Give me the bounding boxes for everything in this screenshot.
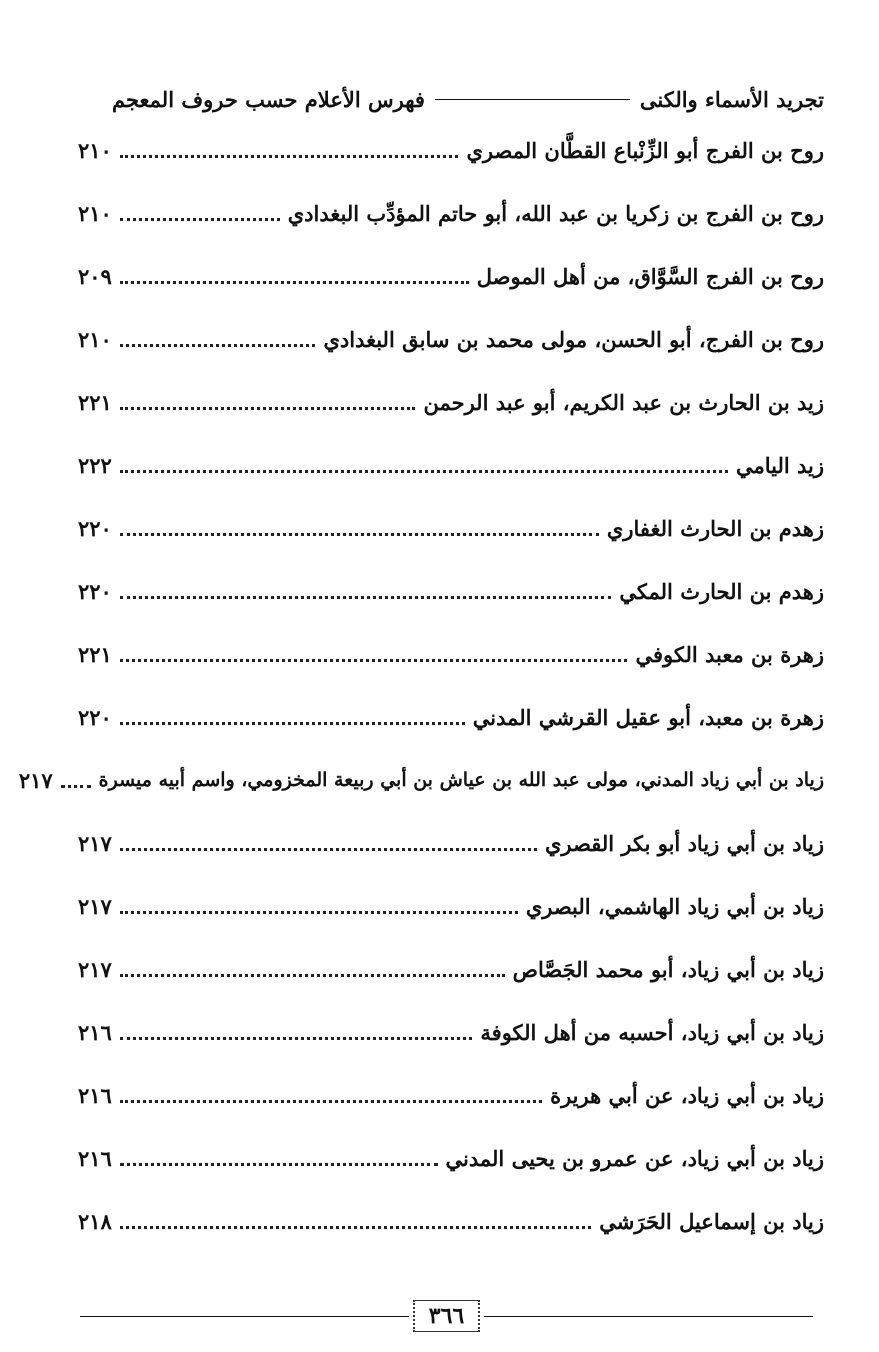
entry-page-number: ٢٢٠ — [78, 515, 112, 541]
index-entry — [78, 319, 824, 359]
dot-leader — [120, 533, 599, 536]
entry-name: زيد اليامي — [735, 452, 824, 478]
dot-leader — [120, 848, 537, 851]
footer-rule-left — [80, 1316, 409, 1317]
entry-page-number: ٢٢١ — [78, 641, 112, 667]
entry-name: زهدم بن الحارث الغفاري — [606, 515, 824, 541]
entry-name: زهرة بن معبد، أبو عقيل القرشي المدني — [472, 704, 824, 730]
index-entry — [78, 823, 824, 863]
entry-name: زياد بن أبي زياد، عن أبي هريرة — [550, 1082, 824, 1108]
dot-leader — [120, 155, 459, 158]
entry-name: روح بن الفرج، أبو الحسن، مولى محمد بن سابق البغدادي — [323, 326, 824, 352]
entry-page-number: ٢١٦ — [78, 1082, 112, 1108]
entry-name: روح بن الفرج بن زكريا بن عبد الله، أبو حاتم المؤدِّب البغدادي — [287, 200, 824, 226]
index-entry — [78, 1201, 824, 1241]
entry-name: زيد بن الحارث بن عبد الكريم، أبو عبد الرحمن — [423, 389, 824, 415]
entry-page-number: ٢١٦ — [78, 1019, 112, 1045]
index-entry — [78, 1012, 824, 1052]
entry-page-number: ٢١٦ — [78, 1145, 112, 1171]
running-header — [112, 82, 824, 116]
entry-name: زياد بن إسماعيل الحَرَشي — [599, 1208, 824, 1234]
dot-leader — [120, 281, 469, 284]
index-entry — [78, 508, 824, 548]
header-rule — [435, 99, 630, 100]
dot-leader — [120, 722, 465, 725]
entry-page-number: ٢١٠ — [78, 326, 112, 352]
index-entry — [78, 571, 824, 611]
entry-name: زهرة بن معبد الكوفي — [635, 641, 824, 667]
entry-name: روح بن الفرج السَّوَّاق، من أهل الموصل — [476, 263, 824, 289]
dot-leader — [120, 974, 505, 977]
header-section-title: فهرس الأعلام حسب حروف المعجم — [112, 86, 425, 112]
dot-leader — [120, 218, 280, 221]
entry-name: زياد بن أبي زياد أبو بكر القصري — [545, 830, 824, 856]
page-footer — [80, 1296, 813, 1336]
index-entry — [78, 445, 824, 485]
index-entry — [78, 1075, 824, 1115]
page-number: ٣٦٦ — [413, 1300, 480, 1332]
index-entry — [78, 1138, 824, 1178]
index-entry — [78, 130, 824, 170]
index-entry — [78, 949, 824, 989]
dot-leader — [120, 1226, 591, 1229]
index-entry — [78, 382, 824, 422]
index-entries — [18, 118, 824, 1268]
footer-rule-right — [484, 1316, 813, 1317]
dot-leader — [120, 407, 416, 410]
entry-page-number: ٢٢٠ — [78, 704, 112, 730]
index-entry — [78, 634, 824, 674]
entry-name: زياد بن أبي زياد، أحسبه من أهل الكوفة — [480, 1019, 824, 1045]
entry-page-number: ٢١٠ — [78, 200, 112, 226]
dot-leader — [120, 659, 628, 662]
entry-page-number: ٢١٧ — [78, 956, 112, 982]
dot-leader — [120, 344, 316, 347]
dot-leader — [120, 1037, 473, 1040]
dot-leader — [120, 470, 728, 473]
entry-page-number: ٢١٧ — [78, 893, 112, 919]
dot-leader — [120, 596, 612, 599]
entry-page-number: ٢١٧ — [18, 767, 53, 793]
header-book-title: تجريد الأسماء والكنى — [639, 86, 824, 112]
entry-name: زياد بن أبي زياد، عن عمرو بن يحيى المدني — [445, 1145, 824, 1171]
entry-name: روح بن الفرج أبو الزِّنْباع القطَّان المصري — [466, 137, 824, 163]
entry-page-number: ٢١٠ — [78, 137, 112, 163]
index-entry — [18, 760, 824, 800]
index-entry — [78, 886, 824, 926]
entry-page-number: ٢٠٩ — [78, 263, 112, 289]
index-entry — [78, 697, 824, 737]
dot-leader — [120, 1163, 438, 1166]
entry-name: زياد بن أبي زياد، أبو محمد الجَصَّاص — [512, 956, 824, 982]
entry-page-number: ٢٢٢ — [78, 452, 112, 478]
dot-leader — [120, 1100, 542, 1103]
entry-name: زهدم بن الحارث المكي — [619, 578, 824, 604]
dot-leader — [120, 911, 518, 914]
entry-page-number: ٢٢١ — [78, 389, 112, 415]
dot-leader — [61, 785, 91, 788]
entry-page-number: ٢١٧ — [78, 830, 112, 856]
entry-page-number: ٢١٨ — [78, 1208, 112, 1234]
entry-page-number: ٢٢٠ — [78, 578, 112, 604]
entry-name: زياد بن أبي زياد الهاشمي، البصري — [525, 893, 824, 919]
index-entry — [78, 256, 824, 296]
entry-name: زياد بن أبي زياد المدني، مولى عبد الله بن عياش بن أبي ربيعة المخزومي، واسم أبيه ميسرة — [98, 769, 824, 791]
index-entry — [78, 193, 824, 233]
